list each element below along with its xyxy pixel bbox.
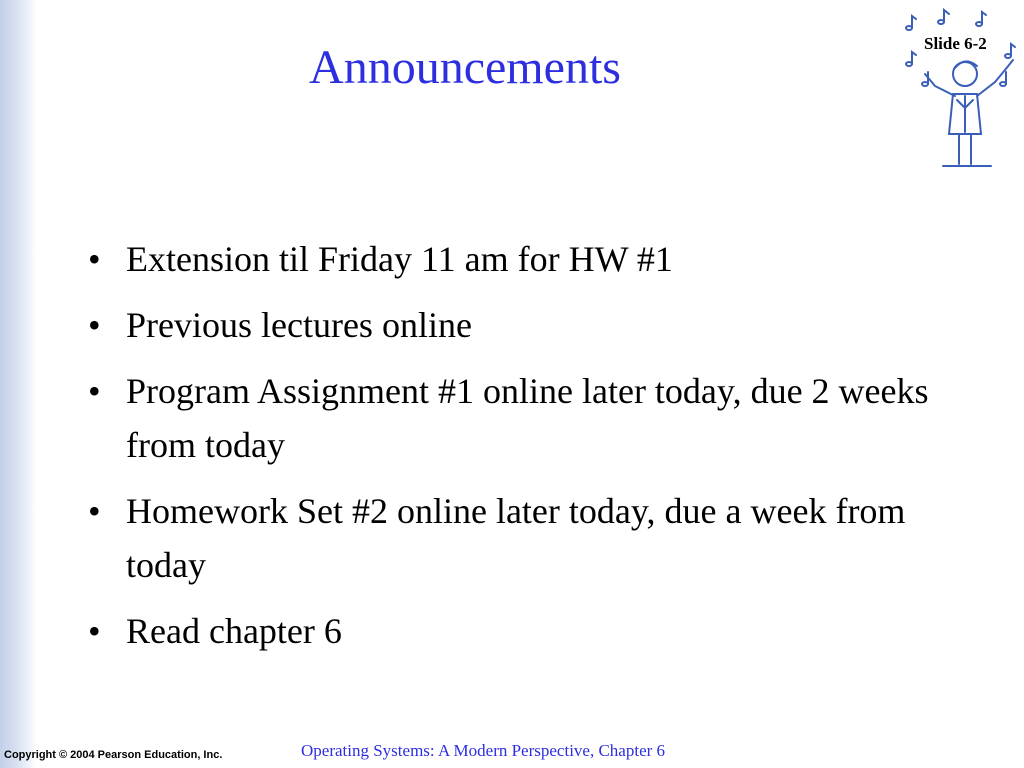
bullet-list bbox=[86, 232, 936, 670]
bullet-dot-icon: • bbox=[88, 371, 101, 411]
bullet-dot-icon: • bbox=[88, 305, 101, 345]
copyright-notice: Copyright © 2004 Pearson Education, Inc. bbox=[4, 749, 223, 761]
slide-number: Slide 6-2 bbox=[924, 34, 987, 53]
bullet-item bbox=[86, 232, 936, 286]
slide-title: Announcements bbox=[309, 41, 621, 94]
bullet-dot-icon: • bbox=[88, 491, 101, 531]
bullet-item bbox=[86, 484, 936, 592]
bullet-item bbox=[86, 364, 936, 472]
left-decorative-bar bbox=[0, 0, 36, 768]
bullet-text: Extension til Friday 11 am for HW #1 bbox=[126, 239, 673, 279]
bullet-text: Previous lectures online bbox=[126, 305, 472, 345]
conductor-with-music-notes-icon bbox=[895, 4, 1020, 174]
bullet-item bbox=[86, 604, 936, 658]
footer-book-title: Operating Systems: A Modern Perspective, Chapter 6 bbox=[301, 741, 666, 760]
bullet-item bbox=[86, 298, 936, 352]
bullet-dot-icon: • bbox=[88, 611, 101, 651]
bullet-text: Homework Set #2 online later today, due a week from today bbox=[126, 491, 906, 585]
bullet-text: Read chapter 6 bbox=[126, 611, 342, 651]
bullet-dot-icon: • bbox=[88, 239, 101, 279]
bullet-text: Program Assignment #1 online later today, due 2 weeks from today bbox=[126, 371, 929, 465]
